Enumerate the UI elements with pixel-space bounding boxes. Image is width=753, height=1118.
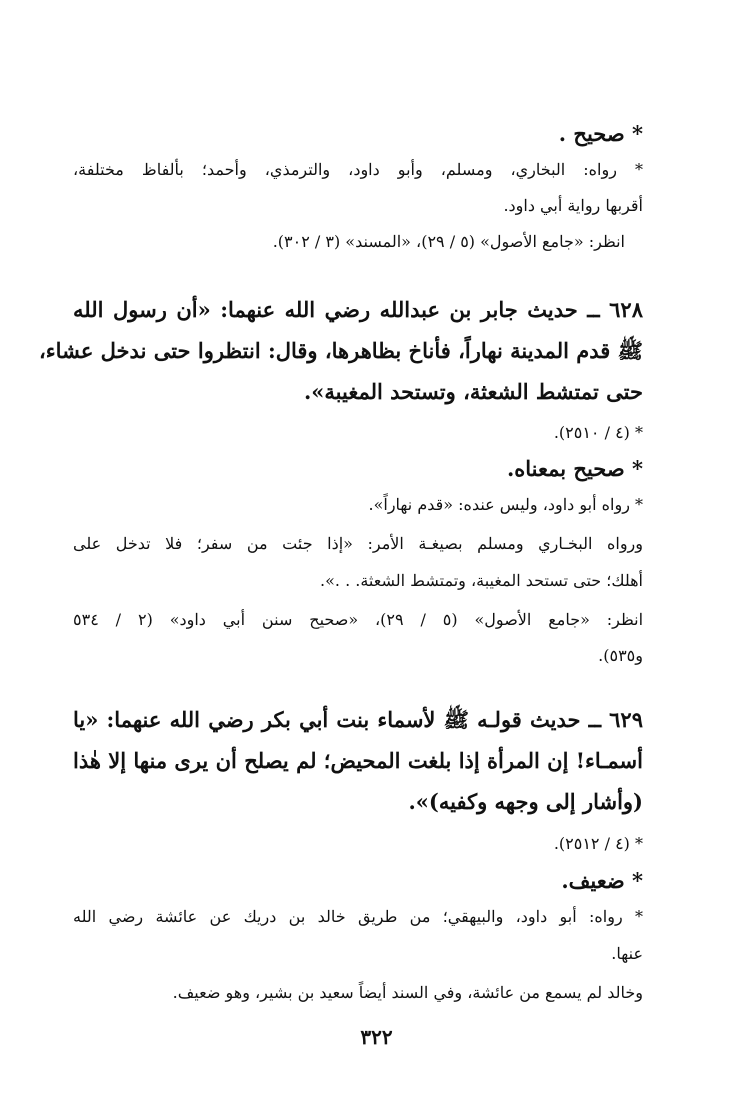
narration-line: ورواه البخـاري ومسلم بصيغـة الأمر: «إذا جئت من سفر؛ فلا تدخل على: [73, 534, 643, 553]
hadith-628-heading: ٦٢٨ ــ حديث جابر بن عبدالله رضي الله عنهما: «أن رسول الله: [73, 297, 643, 322]
verdict-sahih: * صحيح .: [558, 121, 643, 146]
verdict-sahih-meaning: * صحيح بمعناه.: [506, 456, 643, 481]
verdict-weak: * ضعيف.: [561, 868, 643, 893]
commentary-line: وخالد لم يسمع من عائشة، وفي السند أيضاً سعيد بن بشير، وهو ضعيف.: [172, 983, 643, 1002]
hadith-629-number: * (٤ / ٢٥١٢).: [553, 834, 643, 853]
narration-line: أقربها رواية أبي داود.: [503, 196, 643, 215]
reference-line: انظر: «جامع الأصول» (٥ / ٢٩)، «المسند» (٣ / ٣٠٢).: [272, 232, 625, 251]
narration-line: * رواه: أبو داود، والبيهقي؛ من طريق خالد بن دريك عن عائشة رضي الله: [73, 907, 644, 926]
hadith-628-text: ﷺ قدم المدينة نهاراً، فأناخ بظاهرها، وقال: انتظروا حتى ندخل عشاء،: [39, 338, 643, 363]
hadith-628-text: حتى تمتشط الشعثة، وتستحد المغيبة».: [303, 379, 643, 404]
hadith-629-text: (وأشار إلى وجهه وكفيه)».: [408, 789, 643, 814]
narration-line: * رواه: البخاري، ومسلم، وأبو داود، والترمذي، وأحمد؛ بألفاظ مختلفة،: [73, 160, 643, 179]
hadith-628-number: * (٤ / ٢٥١٠).: [553, 423, 643, 442]
page-number: ٣٢٢: [360, 1025, 393, 1049]
reference-line: و٥٣٥).: [598, 646, 643, 665]
narration-line: أهلك؛ حتى تستحد المغيبة، وتمتشط الشعثة. . .».: [320, 571, 643, 590]
reference-line: انظر: «جامع الأصول» (٥ / ٢٩)، «صحيح سنن أبي داود» (٢ / ٥٣٤: [73, 610, 644, 629]
hadith-629-heading: ٦٢٩ ــ حديث قولـه ﷺ لأسماء بنت أبي بكر رضي الله عنهما: «يا: [73, 707, 643, 732]
narration-line: عنها.: [611, 944, 643, 963]
narration-line: * رواه أبو داود، وليس عنده: «قدم نهاراً».: [368, 495, 643, 514]
hadith-629-text: أسمـاء! إن المرأة إذا بلغت المحيض؛ لم يصلح أن يرى منها إلا هٰذا: [73, 748, 643, 773]
